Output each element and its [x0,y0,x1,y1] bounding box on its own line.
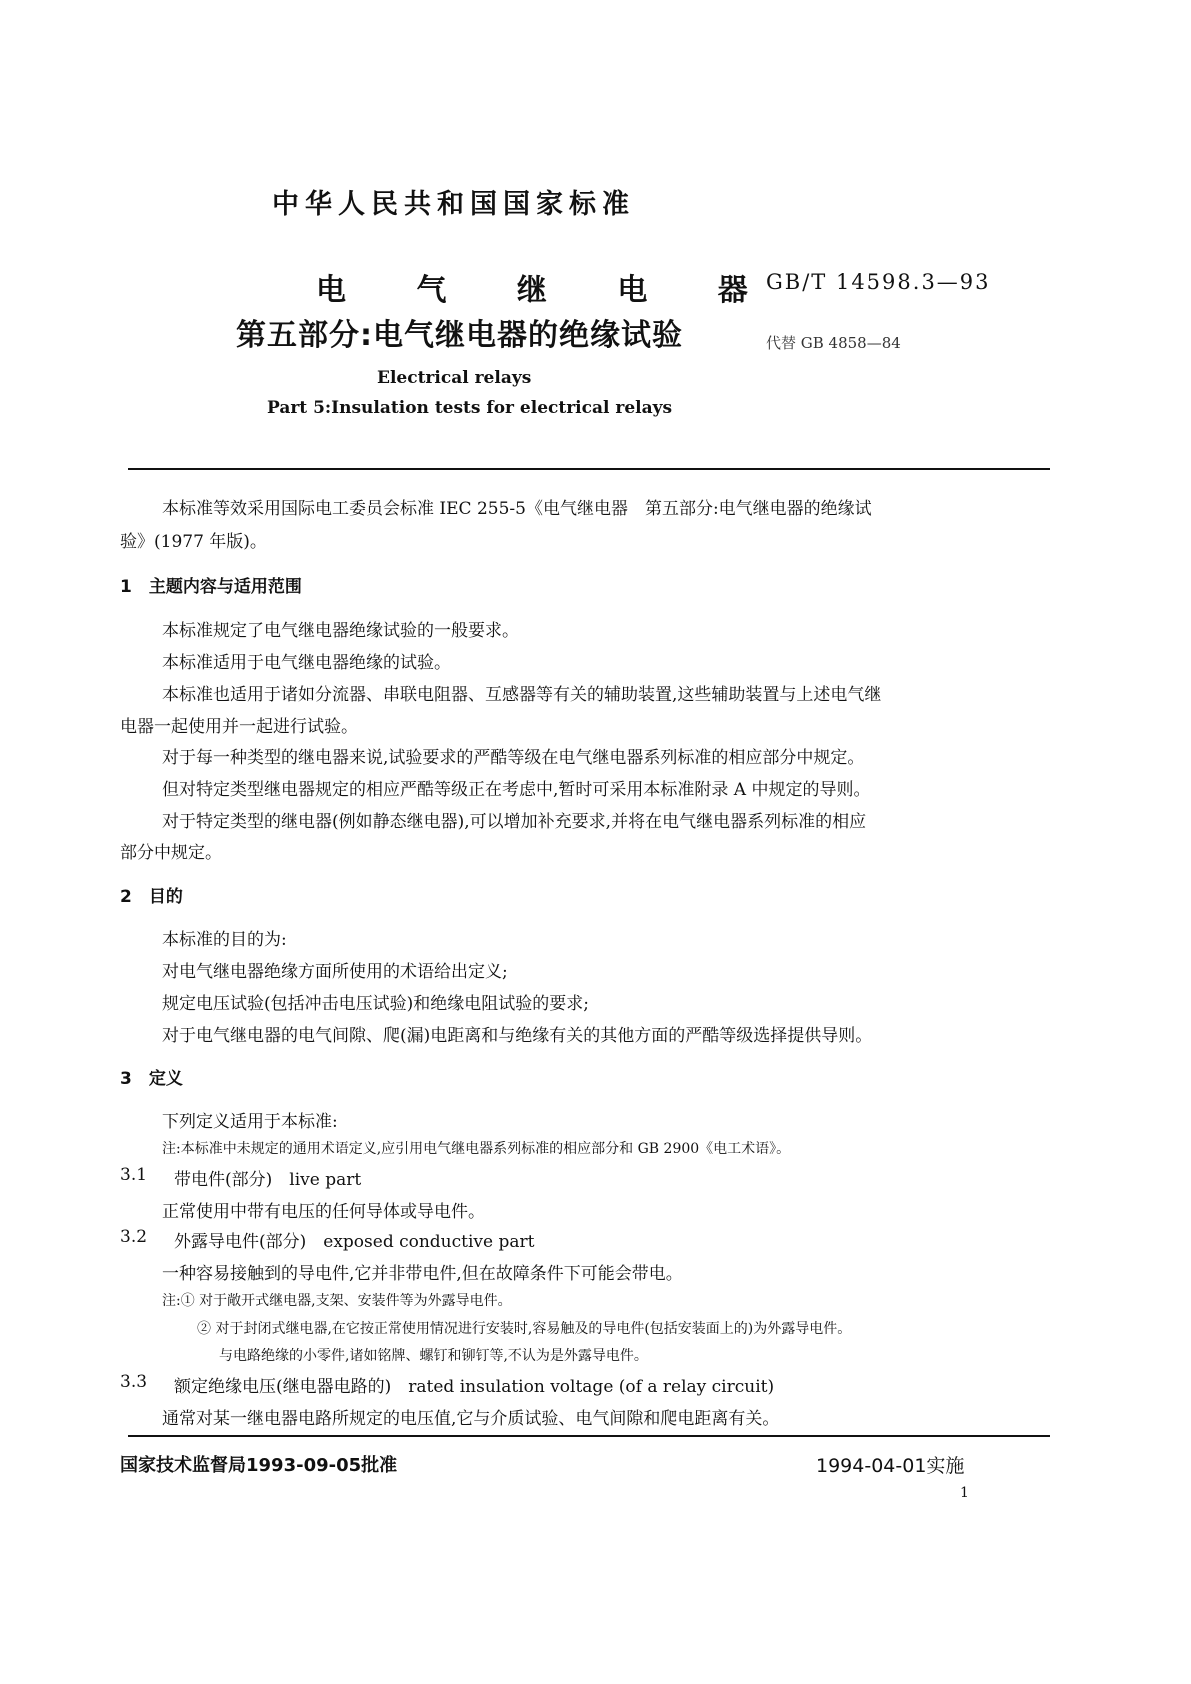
section-2-p1: 本标准的目的为: [162,930,287,950]
subtitle-en: Part 5:Insulation tests for electrical relays [267,398,673,418]
section-1-p3b: 电器一起使用并一起进行试验。 [120,717,358,737]
definition-3-2-text: 一种容易接触到的导电件,它并非带电件,但在故障条件下可能会带电。 [162,1264,683,1284]
approval-line: 国家技术监督局1993-09-05批准 [120,1455,398,1476]
section-2-p2: 对电气继电器绝缘方面所使用的术语给出定义; [162,962,508,982]
definition-3-2-note-1: 注:① 对于敞开式继电器,支架、安装件等为外露导电件。 [162,1293,512,1309]
definition-3-3-text: 通常对某一继电器电路所规定的电压值,它与介质试验、电气间隙和爬电距离有关。 [162,1409,780,1429]
definition-3-3-number: 3.3 [120,1372,148,1392]
definition-3-2-term: 外露导电件(部分) exposed conductive part [174,1232,535,1252]
section-3-note: 注:本标准中未规定的通用术语定义,应引用电气继电器系列标准的相应部分和 GB 2900《电工术语》。 [162,1141,791,1157]
definition-3-2-note-2a: ② 对于封闭式继电器,在它按正常使用情况进行安装时,容易触及的导电件(包括安装面上的)为外露导电件。 [197,1321,852,1337]
section-1-p3a: 本标准也适用于诸如分流器、串联电阻器、互感器等有关的辅助装置,这些辅助装置与上述电气继 [162,685,882,705]
section-1-p2: 本标准适用于电气继电器绝缘的试验。 [162,653,451,673]
section-2-p3: 规定电压试验(包括冲击电压试验)和绝缘电阻试验的要求; [162,994,589,1014]
definition-3-1-number: 3.1 [120,1165,148,1185]
standard-number: GB/T 14598.3—93 [766,270,991,294]
section-1-p1: 本标准规定了电气继电器绝缘试验的一般要求。 [162,621,519,641]
header-divider [128,468,1050,470]
section-3-p1: 下列定义适用于本标准: [162,1112,338,1132]
subtitle-cn: 第五部分:电气继电器的绝缘试验 [236,318,683,353]
section-1-p6a: 对于特定类型的继电器(例如静态继电器),可以增加补充要求,并将在电气继电器系列标准的相应 [162,812,867,832]
section-2-heading: 2 目的 [120,887,183,907]
title-cn: 电 气 继 电 器 [316,273,778,308]
footer-divider [128,1435,1050,1437]
definition-3-3-term: 额定绝缘电压(继电器电路的) rated insulation voltage (of a relay circuit) [174,1377,775,1397]
section-1-p6b: 部分中规定。 [120,843,222,863]
section-3-heading: 3 定义 [120,1069,183,1089]
intro-line-1: 本标准等效采用国际电工委员会标准 IEC 255-5《电气继电器 第五部分:电气继电器的绝缘试 [162,499,872,519]
section-2-p4: 对于电气继电器的电气间隙、爬(漏)电距离和与绝缘有关的其他方面的严酷等级选择提供导则。 [162,1026,873,1046]
definition-3-2-number: 3.2 [120,1227,148,1247]
section-1-p4: 对于每一种类型的继电器来说,试验要求的严酷等级在电气继电器系列标准的相应部分中规定。 [162,748,865,768]
implementation-date: 1994-04-01实施 [816,1455,965,1477]
definition-3-2-note-2b: 与电路绝缘的小零件,诸如铭牌、螺钉和铆钉等,不认为是外露导电件。 [219,1348,648,1364]
page-number: 1 [960,1485,969,1501]
intro-line-2: 验》(1977 年版)。 [120,532,267,552]
title-en: Electrical relays [377,368,532,388]
definition-3-1-term: 带电件(部分) live part [174,1170,362,1190]
section-1-p5: 但对特定类型继电器规定的相应严酷等级正在考虑中,暂时可采用本标准附录 A 中规定的导则。 [162,780,871,800]
national-standard-label: 中华人民共和国国家标准 [272,189,635,220]
replaces-standard: 代替 GB 4858—84 [766,334,901,352]
definition-3-1-text: 正常使用中带有电压的任何导体或导电件。 [162,1202,485,1222]
section-1-heading: 1 主题内容与适用范围 [120,577,302,597]
